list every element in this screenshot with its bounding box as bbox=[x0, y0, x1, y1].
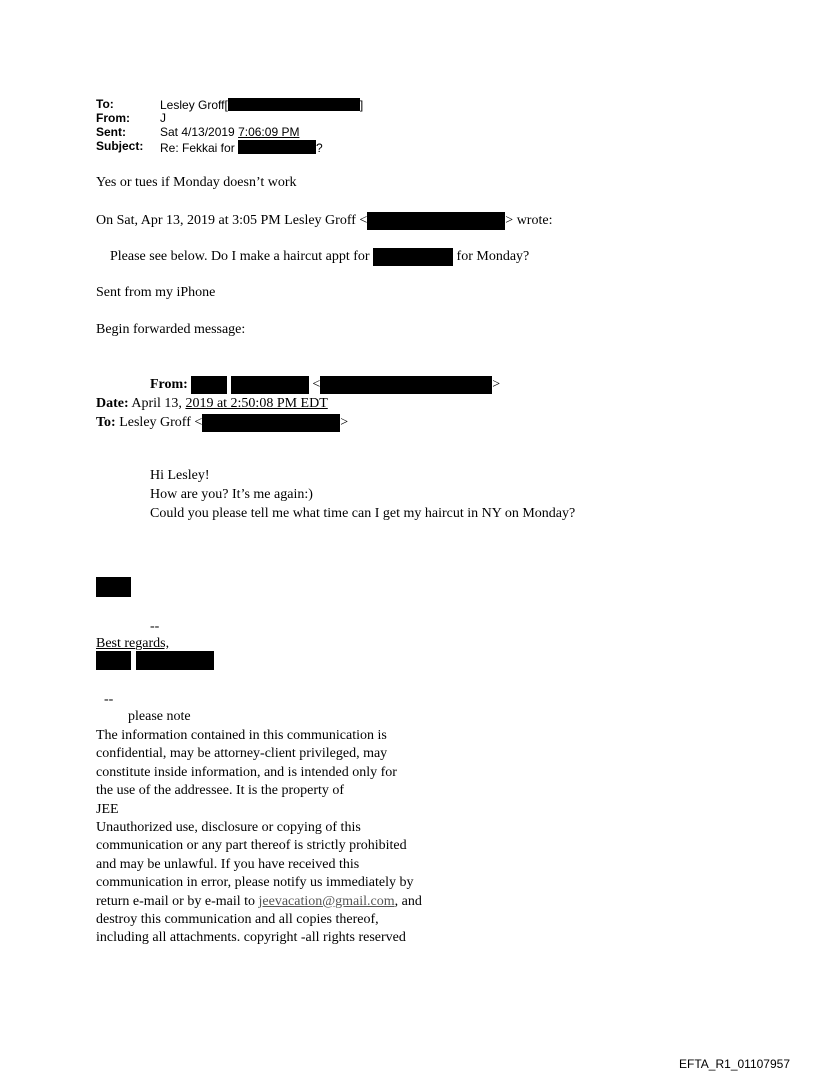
begin-forwarded: Begin forwarded message: bbox=[96, 322, 246, 337]
redaction-box bbox=[373, 248, 453, 266]
reply-text: Yes or tues if Monday doesn’t work bbox=[96, 175, 297, 190]
best-regards: Best regards, bbox=[96, 636, 170, 651]
fw-greeting: Hi Lesley! bbox=[150, 468, 210, 483]
redaction-box bbox=[96, 651, 131, 670]
from-value: J bbox=[160, 111, 166, 125]
disclaimer-text: The information contained in this communication is confidential, may be attorney-client privileged, may constitute inside information, and is intended only for the use of the addressee. It is the property of JEE Unauthorized use, disclosure or copying of this communication or any part thereof is strictly prohibited and may be unlawful. If you have received this communication in error, please notify us immediately by return e-mail or by e-mail to jeevacation@gmail.com, and destroy this communication and all copies thereof, including all attachments. copyright -all rights reserved bbox=[96, 728, 422, 946]
sent-from: Sent from my iPhone bbox=[96, 285, 216, 300]
email-link[interactable]: jeevacation@gmail.com bbox=[258, 893, 395, 909]
subject-value: Re: Fekkai for ? bbox=[160, 141, 323, 155]
forwarded-to: To: Lesley Groff < > bbox=[96, 415, 349, 431]
sent-label: Sent: bbox=[96, 125, 126, 139]
redaction-box bbox=[136, 651, 214, 670]
to-value: Lesley Groff[ ] bbox=[160, 98, 364, 112]
redaction-box bbox=[320, 376, 492, 394]
email-line: return e-mail or by e-mail to jeevacation@gmail.com, and bbox=[96, 893, 422, 909]
fw-line2: How are you? It’s me again:) bbox=[150, 487, 313, 502]
quote-line: Please see below. Do I make a haircut appt for for Monday? bbox=[110, 249, 530, 265]
forwarded-date: Date: April 13, 2019 at 2:50:08 PM EDT bbox=[96, 396, 328, 411]
redaction-box bbox=[367, 212, 505, 230]
redaction-box bbox=[202, 414, 340, 432]
quote-intro: On Sat, Apr 13, 2019 at 3:05 PM Lesley Groff < > wrote: bbox=[96, 213, 553, 229]
forwarded-from: From: < > bbox=[150, 377, 501, 393]
redaction-box bbox=[228, 98, 360, 111]
to-label: To: bbox=[96, 97, 114, 111]
fw-line3: Could you please tell me what time can I get my haircut in NY on Monday? bbox=[150, 506, 576, 521]
redaction-box bbox=[231, 376, 309, 394]
redaction-box bbox=[238, 140, 316, 154]
fw-dash: -- bbox=[150, 619, 160, 634]
disclaimer-dash: -- bbox=[104, 692, 114, 707]
sent-value: Sat 4/13/2019 7:06:09 PM bbox=[160, 125, 300, 139]
redaction-box bbox=[96, 577, 131, 597]
document-id: EFTA_R1_01107957 bbox=[679, 1057, 790, 1071]
redaction-box bbox=[191, 376, 227, 394]
please-note: please note bbox=[128, 709, 191, 724]
from-label: From: bbox=[96, 111, 130, 125]
subject-label: Subject: bbox=[96, 139, 144, 153]
